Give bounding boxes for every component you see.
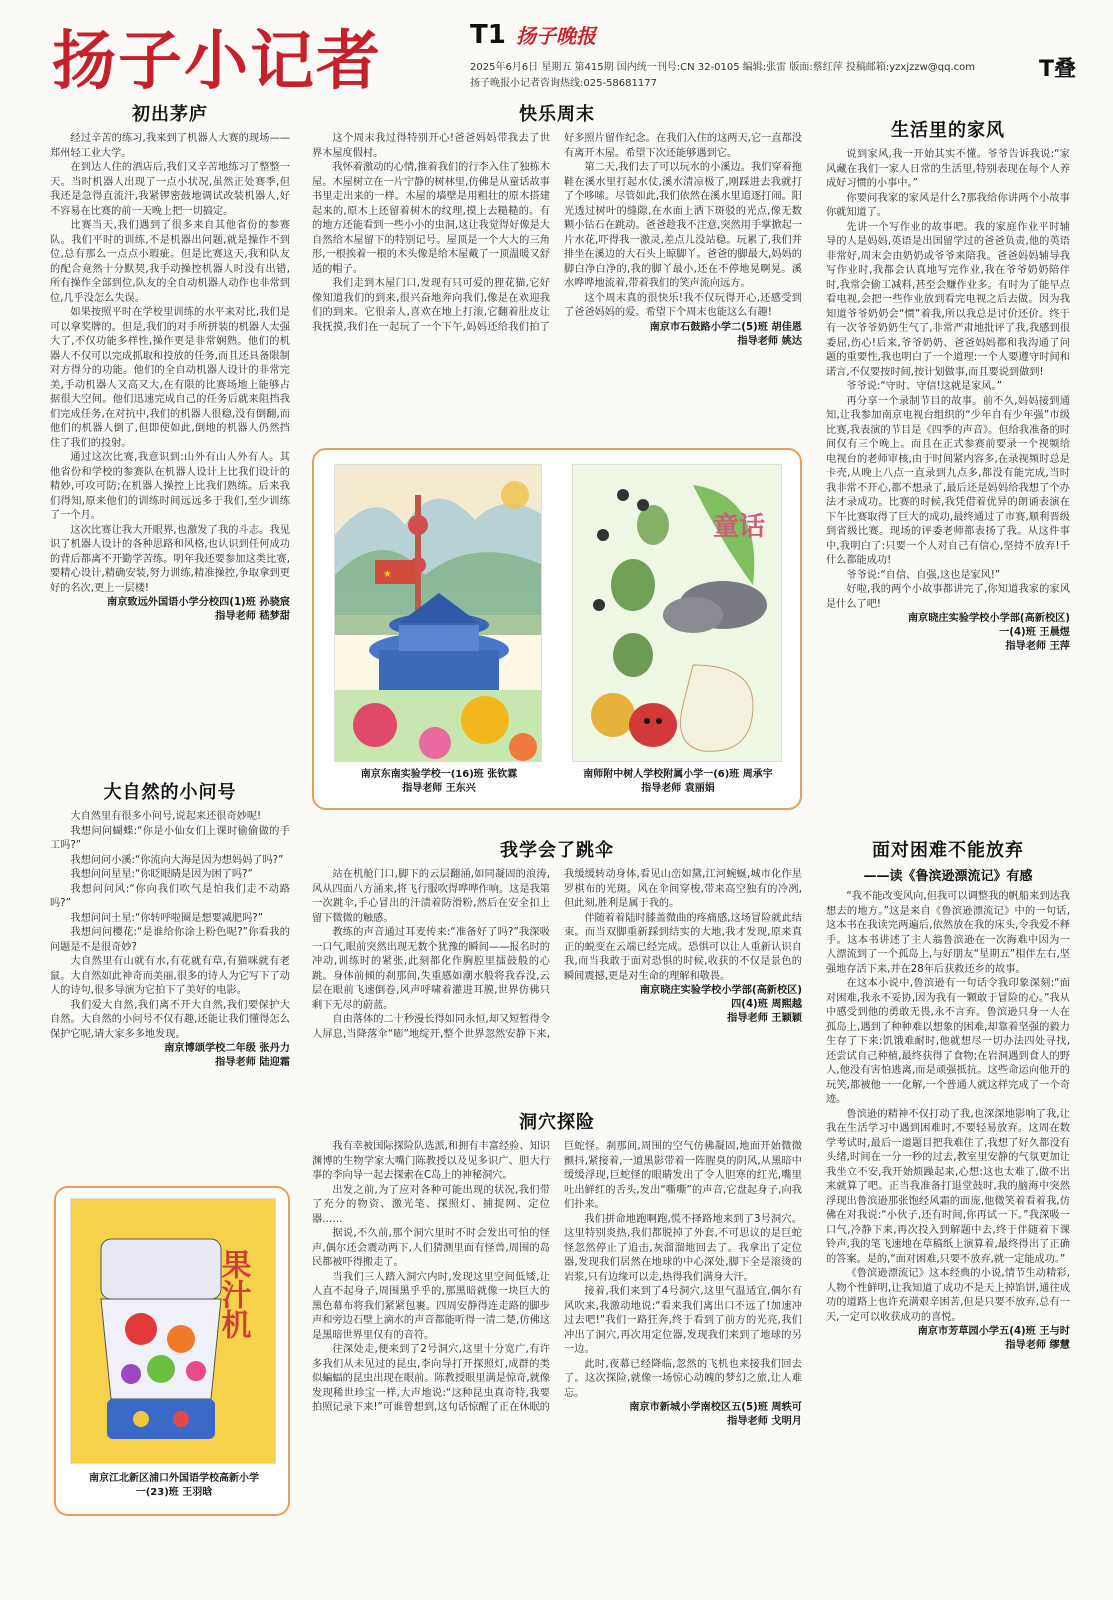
section-label: T叠 (1038, 57, 1076, 82)
paragraph: 经过辛苦的练习,我来到了机器人大赛的现场——郑州轻工业大学。 (50, 133, 290, 159)
paragraph: 我想问问蝴蝶:“你是小仙女们上课时偷偷做的手工吗?” (50, 825, 290, 851)
paragraph: 当我们三人踏入洞穴内时,发现这里空间低矮,让人直不起身子,周围黑乎乎的,那黑暗就像一块巨大的黑色幕布将我们紧紧包裹。四周安静得连走路的脚步声和旁边石壁上滴水的声音都能听得一清二楚,仿佛这是黑暗世界里仅有的音符。 (312, 1271, 550, 1341)
paragraph: 我有幸被国际探险队选派,和拥有丰富经验、知识渊博的生物学家大嘴门陈教授以及见多识广、胆大行事的李向导一起去探索在C岛上的神秘洞穴。 (312, 1141, 550, 1181)
artwork-caption (562, 768, 794, 796)
paragraph: 我想问问土星:“你转呼啦圈是想要减肥吗?” (70, 912, 263, 924)
artwork-frame (54, 1186, 290, 1516)
paragraph: 出发之前,为了应对各种可能出现的状况,我们带了充分的物资、激光笔、探照灯、捕捉网、定位器…… (312, 1184, 550, 1225)
author-byline: 南京市石鼓路小学二(5)班 胡佳恩 (649, 321, 802, 333)
page-title: 扬子小记者 (52, 24, 382, 99)
teacher-byline: 指导老师 王颖颖 (727, 1013, 802, 1024)
paragraph: 在到达人住的酒店后,我们又辛苦地练习了整整一天。当时机器人出现了一点小状况,虽然正处赛季,但我还是急得直流汗,我紧锣密鼓地调试改装机器人,好不容易在比赛的前一天晚上把一切搞定。 (50, 162, 290, 217)
paragraph: 在这本小说中,鲁滨逊有一句话令我印象深刻:“面对困难,我永不妥协,因为我有一颗敢于冒险的心。”我从中感受到他的勇敢无畏,永不言弃。鲁滨逊只身一人在孤岛上,遇到了种种难以想象的困难,却靠着坚强的毅力生存了下来:饥饿难耐时,他就想尽一切办法四处寻找,还尝试自己种植,最终获得了食物;在岩洞遇到食人的野人,他没有害怕逃离,而是顽强抵抗。这些命运向他开的玩笑,都被他一一化解,一个普通人就这样完成了一个奇迹。 (826, 978, 1070, 1105)
article-title: 洞穴探险 (519, 1112, 595, 1133)
hotline-info: 扬子晚报小记者咨询热线:025-58681177 (470, 78, 657, 89)
issue-info: 2025年6月6日 星期五 第415期 国内统一刊号:CN 32-0105 编辑:张雷 版面:蔡红萍 投稿邮箱:yzxjzzw@qq.com (470, 62, 976, 73)
paragraph: 再分享一个录制节目的故事。前不久,妈妈接到通知,让我参加南京电视台组织的“少年自有少年强”市级比赛,我表演的节目是《四季的声音》。但给我准备的时间仅有三个晚上。而且在正式参赛前要录一个视频给电视台的老师审核,由于时间紧内容多,在录视频时总是卡壳,从晚上八点一直录到九点多,都没有能完成,当时我非常不开心,都不想录了,最后还是妈妈给我想了个办法才录成功。比赛的时候,我凭借着优异的朗诵表演在下午比赛取得了巨大的成功,最终通过了市赛,顺利晋级到省级比赛。现场的评委老师都表扬了我。从这件事中,我明白了:只要一个人对自己有信心,坚持不放弃!千什么都能成功! (826, 395, 1070, 566)
author-byline: 南京市新城小学南校区五(5)班 周轶可 (629, 1402, 802, 1413)
article-dongxue (312, 1108, 802, 1429)
painting-illustration (71, 1199, 276, 1464)
article-chumao (50, 100, 290, 624)
paragraph: 站在机舱门口,脚下的云层翻涌,如同凝固的浪涛,风从四面八方涌来,将飞行服吹得哗哗作响。这是我第一次跳伞,手心冒出的汗渍着防滑粉,然后在安全扣上留下微微的触感。 (312, 869, 550, 924)
paragraph: 第二天,我们去了可以玩水的小溪边。我们穿着拖鞋在溪水里打起水仗,溪水清凉极了,刚踩进去我就打了个哆嗦。尽管如此,我们依然在溪水里追逐打闹。阳光透过树叶的缝隙,在水面上洒下斑驳的光点,像无数颗小钻石在跳动。爸爸趁我不注意,突然用手掌掀起一片水花,吓得我一激灵,差点儿没站稳。玩累了,我们并排坐在溪边的大石头上晾脚丫。爸爸的脚最大,妈妈的脚白净白净的,我的脚丫最小,还在不停地晃啊晃。溪水哗哗地流着,带着我们的笑声流向远方。 (564, 162, 802, 289)
paragraph: 你要问我家的家风是什么?那我给你讲两个小故事你就知道了。 (826, 192, 1070, 218)
paragraph: 爷爷说:“自信、自强,这也是家风!” (846, 569, 1001, 581)
svg-text:★: ★ (383, 569, 392, 580)
paragraph: 自由落体的二十秒漫长得如同永恒,却又短暂得令人屏息,当降落伞“嘭”地绽开,整个世界忽然安静下来,我缓缓转动身体,看见山峦如黛,江河蜿蜒,城市化作星罗棋布的光斑。风在伞间穿梭,带来高空独有的冷冽,但此刻,胜利是属于我的。 (312, 869, 802, 1040)
article-title: 面对困难不能放弃 (872, 840, 1024, 861)
author-byline: 南京致远外国语小学分校四(1)班 孙骁宸 (107, 597, 290, 608)
paragraph: 如果按照平时在学校里训练的水平来对比,我们是可以拿奖牌的。但是,我们的对手所拼装的机器人太强大了,不仅功能多样性,操作更是非常娴熟。他们的机器人不仅可以完成抓取和投放的任务,而且还具备限制对方得分的功能。他们的全自动机器人设计的非常完美,手动机器人又高又大,在有限的比赛场地上能够占据很大空间。他们迅速完成自己的任务后就来阻挡我们完成任务,在对抗中,我们的机器人很稳,没有倒翻,而他们的机器人倒了,但即使如此,倒地的机器人仍然挡住了我们的投射。 (50, 307, 290, 449)
article-fangqi (826, 836, 1070, 1353)
paragraph: 鲁滨逊的精神不仅打动了我,也深深地影响了我,让我在生活学习中遇到困难时,不要轻易放弃。这周在数学考试时,最后一道题目把我难住了,我想了好久都没有头绪,时间在一分一秒的过去,教室里安静的气氛更加让我坐立不安,我开始烦躁起来,心想:这也太难了,做不出来就算了吧。正当我准备打退堂鼓时,我的脑海中突然浮现出鲁滨逊那张饱经风霜的面庞,他微笑着看着我,仿佛在对我说:“小伙子,还有时间,你再试一下。”我深吸一口气,冷静下来,再次投入到解题中去,终于伴随着下课铃声,我的笔飞速地在草稿纸上演算着,最终得出了正确的答案。是的,“面对困难,只要不放弃,就一定能成功。” (826, 1108, 1070, 1265)
paragraph: 接着,我们来到了4号洞穴,这里气温适宜,偶尔有风吹来,我激动地说:“看来我们离出口不远了!加速冲过去吧!”我们一路狂奔,终于看到了前方的光亮,我们冲出了洞穴,再次用定位器,发现我们来到了地球的另一边。 (564, 1286, 802, 1355)
paragraph: 我怀着激动的心情,推着我们的行李入住了独栋木屋。木屋树立在一片宁静的树林里,仿佛是从童话故事书里走出来的一样。木屋的墙壁是用粗壮的原木搭建起来的,原木上还留着树木的纹理,摸上去糙糙的。有的地方还能看到一些小小的虫洞,这让我觉得好像是大自然给木屋留下的特别记号。屋顶是一个大大的三角形,一根挨着一根的木头像是给木屋戴了一顶温暖又舒适的帽子。 (312, 162, 550, 275)
artist-name: 一(23)班 王羽晗 (135, 1487, 213, 1498)
artist-name: 南师附中树人学校附属小学一(6)班 周承宇 (583, 769, 773, 780)
author-byline: 南京市芳草园小学五(4)班 王与时 (917, 1326, 1070, 1337)
article-body (312, 868, 802, 1042)
paragraph: 我们走到木屋门口,发现有只可爱的狸花猫,它好像知道我们的到来,很兴奋地奔向我们,像是在欢迎我们的到来。它很亲人,喜欢在地上打滚,它翻着肚皮让我抚摸,我们在一起玩了一个下午,妈妈还给我们拍了好多照片留作纪念。在我们入住的这两天,它一直都没有离开木屋。希望下次还能够遇到它。 (312, 133, 802, 333)
paragraph: 《鲁滨逊漂流记》这本经典的小说,情节生动精彩,人物个性鲜明,让我知道了成功不是天上掉馅饼,通往成功的道路上也许充满艰辛困苦,但是只要不放弃,总有一天,一定可以收获成功的喜悦。 (826, 1268, 1070, 1323)
teacher-byline: 指导老师 缪慧 (1005, 1340, 1070, 1351)
article-subtitle: ——读《鲁滨逊漂流记》有感 (863, 869, 1033, 884)
paragraph: 这个周末真的很快乐!我不仅玩得开心,还感受到了爸爸妈妈的爱。希望下个周末也能这么有趣! (564, 292, 802, 318)
paragraph: “我不能改变风向,但我可以调整我的帆船来到达我想去的地方。”这是来自《鲁滨逊漂流记》中的一句话,这本书在我读完两遍后,依然放在我的床头,令我爱不释手。这本书讲述了主人翁鲁滨逊在一次海难中因为一人漂流到了一个孤岛上,与好朋友“星期五”相伴左右,坚强地存活下来,并在28年后获救还乡的故事。 (826, 891, 1070, 975)
paragraph: 据说,不久前,那个洞穴里时不时会发出可怕的怪声,偶尔还会震动两下,人们猜测里面有怪兽,周围的岛民都被吓得搬走了。 (312, 1228, 550, 1268)
paragraph: 教练的声音通过耳麦传来:“准备好了吗?”我深吸一口气,眼前突然出现无数个犹豫的瞬间——报名时的冲动,训练时的紧张,此刻都化作胸腔里擂鼓般的心跳。身体前倾的刹那间,失重感如潮水般将我吞没,云层在眼前飞速倒卷,风声呼啸着灌进耳膜,世界仿佛只剩下无尽的蔚蓝。 (312, 927, 550, 1011)
paragraph: 我们拼命地跑啊跑,慌不择路地来到了3号洞穴。这里特别炎热,我们都脱掉了外套,不可思议的是巨蛇怪忽然停止了追击,灰溜溜地回去了。我拿出了定位器,发现我们居然在地球的中心深处,脚下全是滚烫的岩浆,只有边缘可以走,热得我们满身大汗。 (564, 1213, 802, 1283)
article-title: 初出茅庐 (132, 104, 208, 125)
paragraph: 爷爷说:“守时、守信!这就是家风。” (846, 381, 1002, 392)
painting-illustration (573, 465, 782, 762)
paragraph: 通过这次比赛,我意识到:山外有山人外有人。其他省份和学校的参赛队在机器人设计上比我们设计的精妙,可攻可防;在机器人操控上比我们熟练。后来我们得知,原来他们的训练时间远远多于我们,至少训练了一个月。 (50, 452, 290, 521)
paragraph: 往深处走,便来到了2号洞穴,这里十分宽广,有许多我们从未见过的昆虫,李向导打开探照灯,成群的类似蝙蝠的昆虫出现在眼前。陈教授眼里满是惊奇,就像发现稀世珍宝一样,大声地说:“这种昆虫真奇特,我要拍照记录下来!”可谁曾想到,这句话惊醒了正在休眠的巨蛇怪。刹那间,周围的空气仿佛凝固,地面开始微微颤抖,紧接着,一道黑影带着一阵腥臭的阴风,从黑暗中缓缓浮现,巨蛇怪的眼睛发出了令人胆寒的红光,嘴里吐出鲜红的舌头,发出“嘶嘶”的声音,它盘起身子,向我们扑来。 (312, 1141, 802, 1413)
paragraph: 这次比赛让我大开眼界,也激发了我的斗志。我见识了机器人设计的各种思路和风格,也认识到任何成功的背后都离不开勤学苦练。明年我还要参加这类比赛,要精心设计,精确安装,努力训练,精准操控,争取拿到更好的名次,更上一层楼! (50, 524, 290, 594)
artist-school: 南京江北新区浦口外国语学校高新小学 (89, 1473, 259, 1484)
author-byline: 四(4)班 周熙越 (731, 999, 802, 1010)
paragraph: 先讲一个写作业的故事吧。我的家庭作业平时辅导的人是妈妈,英语是出国留学过的爸爸负责,他的英语非常好,周末会由奶奶或爷爷来陪我。爸爸妈妈辅导我写作业时,我都会认真地写完作业,我在爷爷奶奶陪伴时,我常会偷工减料,甚至会赚作业多。有时为了能早点看电视,会把一些作业放到看完电视之后去做。因为我知道爷爷奶奶会“惯”着我,所以我总是讨价还价。终于有一次爷爷奶奶生气了,非常严肃地批评了我,我感到很委屈,伤心!后来,爷爷奶奶、爸爸妈妈都和我沟通了问题的重要性,我也明白了一个道理:一个人要遵守时间和诺言,不仅要按时间,按计划做事,而且要说到做到! (826, 221, 1070, 378)
article-title: 生活里的家风 (891, 120, 1005, 141)
article-jiafeng (826, 116, 1070, 654)
article-wenhao (50, 778, 290, 1070)
paragraph: 此时,夜幕已经降临,忽然的飞机也来接我们回去了。这次探险,就像一场惊心动魄的梦幻之旅,让人难忘。 (564, 1358, 802, 1399)
artwork-frame (312, 448, 802, 810)
author-byline: 南京博颂学校二年级 张丹力 (164, 1043, 290, 1054)
article-zhoumo (312, 100, 802, 349)
article-title: 我学会了跳伞 (500, 840, 614, 861)
teacher-name: 指导老师 袁丽娟 (641, 783, 715, 794)
art-lettering: 果汁机 (215, 1249, 251, 1339)
article-body (312, 1140, 802, 1429)
article-tiaosan (312, 836, 802, 1042)
painting-illustration (335, 465, 542, 762)
teacher-byline: 指导老师 嵇梦甜 (215, 611, 290, 622)
paragraph: 说到家风,我一开始其实不懂。爷爷告诉我说:“家风藏在我们一家人日常的生活里,特别表现在每个人养成好习惯的小事中。” (826, 149, 1070, 189)
article-title: 快乐周末 (519, 104, 595, 125)
paragraph: 大自然里有山就有水,有花就有草,有猫咪就有老鼠。大自然如此神奇而美丽,很多的诗人为它写下了动人的诗句,很多导演为它拍下了美好的电影。 (50, 956, 290, 996)
article-title: 大自然的小问号 (103, 782, 237, 803)
masthead (50, 8, 1080, 99)
teacher-byline: 指导老师 陆迎霜 (215, 1057, 290, 1068)
artwork-beijing-painting (334, 464, 542, 762)
artwork-juicer-painting (70, 1198, 276, 1464)
paragraph: 比赛当天,我们遇到了很多来自其他省份的参赛队。我们平时的训练,不是机器出问题,就是操作不到位,总有那么一点点小瑕疵。但是比赛这天,我和队友的配合竟然十分默契,我手动操控机器人时没有出错,所有操作全部到位,队友的全自动机器人动作也非常到位,几乎没怎么失误。 (50, 220, 290, 304)
paragraph: 我想问问樱花:“是谁给你涂上粉色呢?”你看我的问题是不是很奇妙? (50, 927, 290, 953)
article-body (312, 132, 802, 349)
paragraph: 我想问问星星:“你眨眼睛是因为困了吗?” (70, 869, 253, 880)
artwork-caption (62, 1472, 286, 1500)
teacher-name: 指导老师 王东兴 (402, 783, 476, 794)
teacher-byline: 指导老师 戈明月 (727, 1416, 802, 1427)
paragraph: 这个周末我过得特别开心!爸爸妈妈带我去了世界木屋度假村。 (312, 133, 550, 159)
artwork-tonghua-painting (572, 464, 782, 762)
paragraph: 伴随着着陆时膝盖微曲的疼痛感,这场冒险就此结束。而当双脚重新踩到结实的大地,我才发现,原来真正的蜕变在云端已经完成。恐惧可以让人重新认识自我,而当我敢于面对恐惧的时候,收获的不仅是景色的瞬间震撼,更是对生命的理解和敬畏。 (564, 912, 802, 982)
paragraph: 我们爱大自然,我们离不开大自然,我们要保护大自然。大自然的小问号不仅有趣,还能让我们懂得怎么保护它呢,请大家多多地发现。 (50, 999, 290, 1040)
page-number: T1 (470, 20, 506, 50)
paper-logo: 扬子晚报 (516, 24, 596, 48)
teacher-byline: 指导老师 姚达 (737, 335, 802, 347)
teacher-byline: 指导老师 王萍 (1005, 641, 1070, 652)
paragraph: 我想问问风:“你向我们吹气是怕我们走不动路吗?” (50, 883, 290, 909)
author-school: 南京晓庄实验学校小学部(高新校区) (907, 613, 1070, 624)
paragraph: 好啦,我的两个小故事都讲完了,你知道我家的家风是什么了吧! (826, 584, 1070, 610)
paragraph: 我想问问小溪:“你流向大海是因为想妈妈了吗?” (70, 854, 284, 866)
author-school: 南京晓庄实验学校小学部(高新校区) (639, 985, 802, 996)
art-lettering: 童话 (713, 512, 766, 542)
artwork-caption (328, 768, 550, 796)
artist-name: 南京东南实验学校一(16)班 张钦霖 (360, 769, 518, 780)
paragraph: 大自然里有很多小问号,说起来还很奇妙呢! (70, 811, 262, 822)
author-byline: 一(4)班 王晨煜 (999, 627, 1070, 638)
